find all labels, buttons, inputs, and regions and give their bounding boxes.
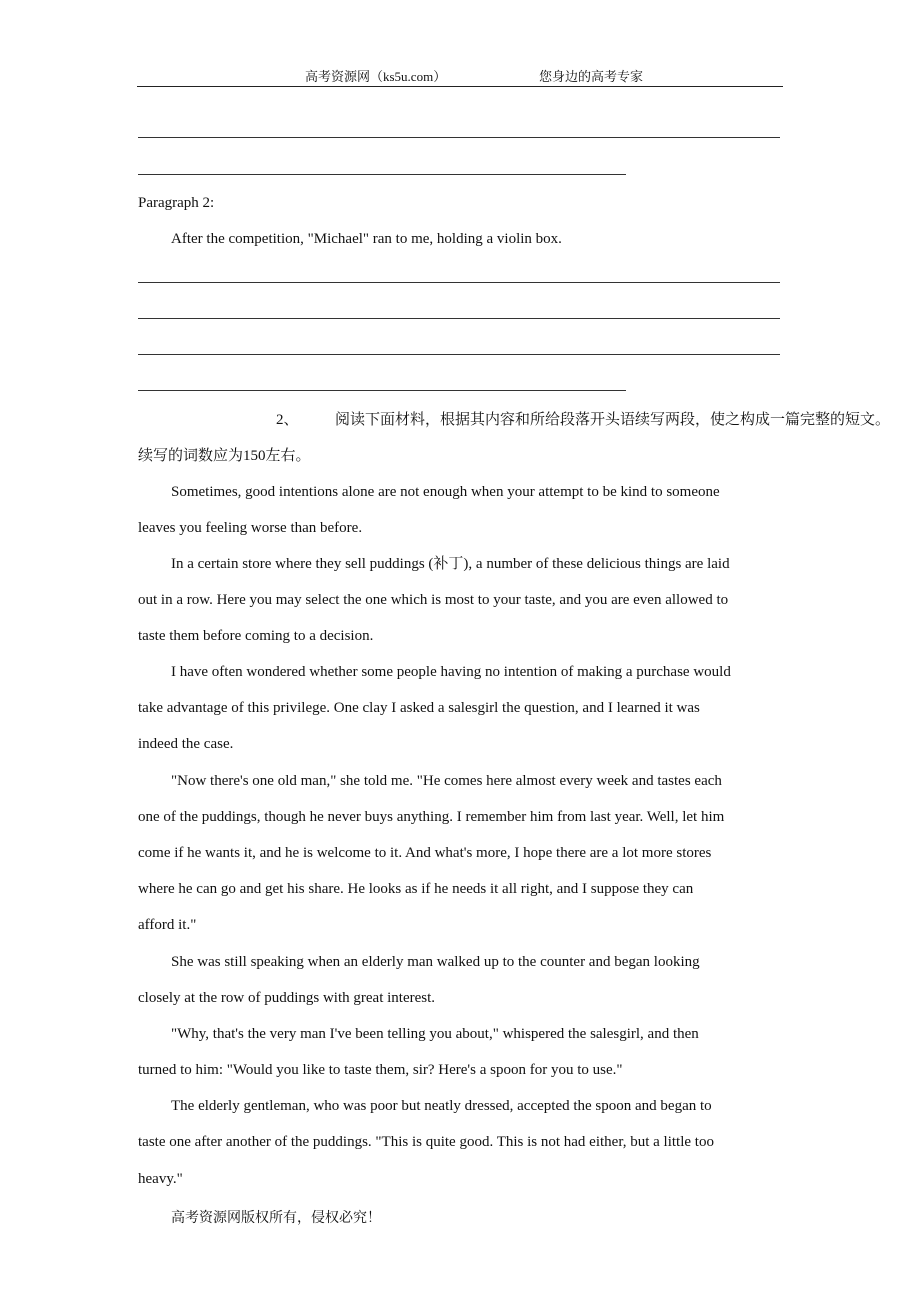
- passage-line: I have often wondered whether some people having no intention of making a purchase would: [171, 664, 731, 680]
- paragraph-2-label: Paragraph 2:: [138, 195, 215, 211]
- answer-line: [138, 174, 626, 175]
- answer-line: [138, 318, 780, 319]
- answer-line: [138, 390, 626, 391]
- question-number: 2、: [276, 412, 299, 428]
- answer-line: [138, 137, 780, 138]
- passage-line: The elderly gentleman, who was poor but neatly dressed, accepted the spoon and began to: [171, 1098, 712, 1114]
- paragraph-2-opening: After the competition, "Michael" ran to me, holding a violin box.: [171, 231, 562, 247]
- header-slogan: 您身边的高考专家: [539, 69, 644, 84]
- passage-line: turned to him: "Would you like to taste them, sir? Here's a spoon for you to use.": [138, 1062, 623, 1078]
- page-header: [137, 66, 783, 87]
- page-footer: 高考资源网版权所有，侵权必究！: [171, 1211, 381, 1226]
- answer-line: [138, 282, 780, 283]
- passage-line: In a certain store where they sell puddings (补丁), a number of these delicious things are laid: [171, 556, 730, 572]
- passage-line: out in a row. Here you may select the one which is most to your taste, and you are even allowed to: [138, 592, 729, 608]
- question-instruction-line-2: 续写的词数应为150左右。: [138, 448, 311, 464]
- passage-line: She was still speaking when an elderly man walked up to the counter and began looking: [171, 954, 700, 970]
- passage-line: taste them before coming to a decision.: [138, 628, 374, 644]
- passage-line: "Why, that's the very man I've been telling you about," whispered the salesgirl, and then: [171, 1026, 699, 1042]
- passage-line: closely at the row of puddings with great interest.: [138, 990, 436, 1006]
- passage-line: come if he wants it, and he is welcome to it. And what's more, I hope there are a lot more stores: [138, 845, 712, 861]
- answer-line: [138, 354, 780, 355]
- passage-line: heavy.": [138, 1171, 183, 1187]
- passage-line: afford it.": [138, 917, 197, 933]
- passage-line: taste one after another of the puddings. "This is quite good. This is not had either, but a little too: [138, 1134, 714, 1150]
- passage-line: Sometimes, good intentions alone are not enough when your attempt to be kind to someone: [171, 484, 720, 500]
- header-site-name: 高考资源网（ks5u.com）: [305, 69, 447, 84]
- passage-line: indeed the case.: [138, 736, 234, 752]
- question-instruction-line-1: 阅读下面材料，根据其内容和所给段落开头语续写两段，使之构成一篇完整的短文。: [335, 412, 891, 428]
- passage-line: leaves you feeling worse than before.: [138, 520, 363, 536]
- passage-line: "Now there's one old man," she told me. "He comes here almost every week and tastes each: [171, 773, 722, 789]
- passage-line: take advantage of this privilege. One clay I asked a salesgirl the question, and I learned it was: [138, 700, 700, 716]
- passage-line: one of the puddings, though he never buys anything. I remember him from last year. Well, let him: [138, 809, 725, 825]
- passage-line: where he can go and get his share. He looks as if he needs it all right, and I suppose they can: [138, 881, 694, 897]
